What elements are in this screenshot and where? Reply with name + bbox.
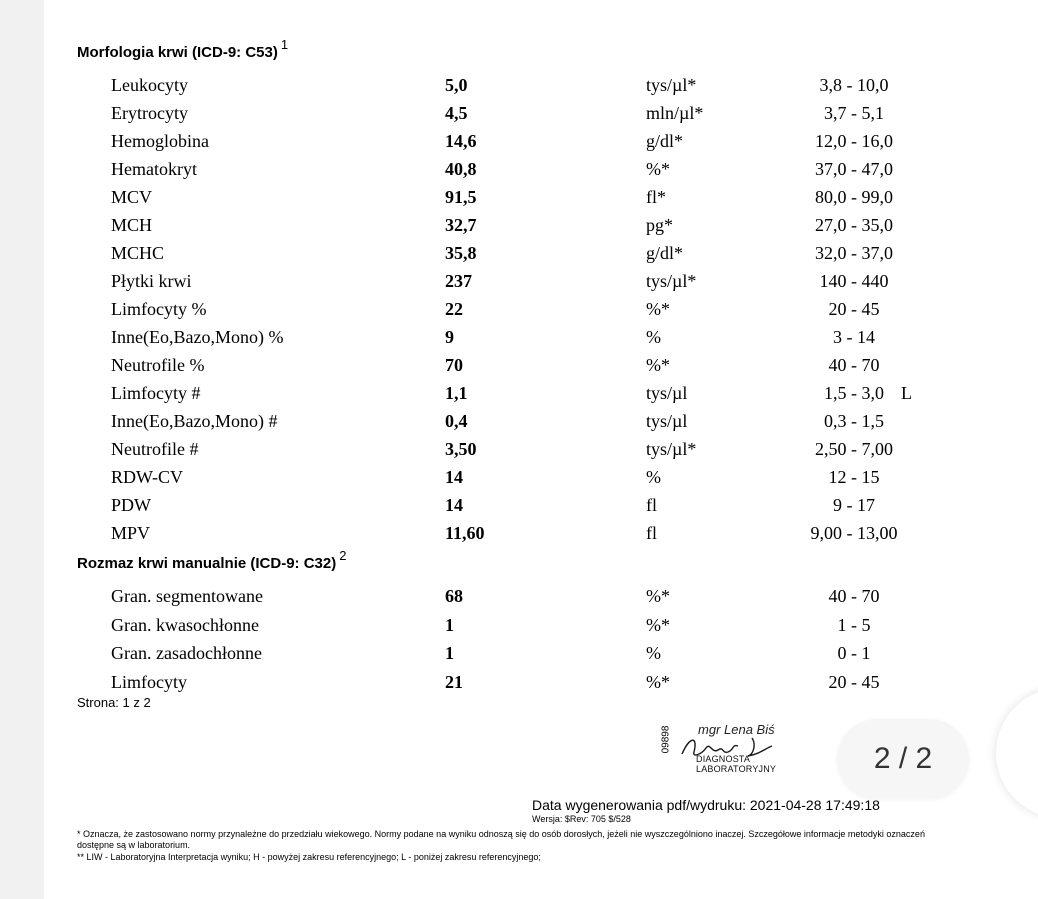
test-name: Hematokryt: [111, 159, 197, 179]
test-value: 14: [445, 495, 463, 515]
test-name: MCV: [111, 187, 153, 207]
section-superscript: 1: [280, 37, 289, 52]
reference-range: 9,00 - 13,00: [810, 523, 898, 543]
footnote-norms-cont: dostępne są w laboratorium.: [77, 840, 191, 850]
test-unit: fl: [646, 523, 657, 543]
reference-range: 0 - 1: [837, 643, 871, 663]
test-unit: %*: [646, 671, 670, 692]
test-name: Neutrofile %: [111, 355, 205, 375]
stamp-title: DIAGNOSTA LABORATORYJNY: [696, 754, 777, 774]
test-name: Limfocyty: [111, 671, 187, 692]
section-superscript: 2: [339, 548, 347, 563]
reference-range: 12,0 - 16,0: [815, 131, 893, 151]
test-unit: tys/µl*: [646, 75, 697, 95]
test-name: Erytrocyty: [111, 103, 188, 123]
table-row: [44, 271, 1038, 299]
table-row: [44, 299, 1038, 327]
version-label: Wersja: $Rev: 705 $/528: [532, 814, 631, 824]
table-row: [44, 187, 1038, 215]
test-unit: %*: [646, 614, 670, 635]
reference-range: 27,0 - 35,0: [815, 215, 893, 235]
test-value: 4,5: [445, 103, 468, 123]
test-value: 14,6: [445, 131, 477, 151]
section-title-morfologia: [77, 39, 288, 61]
reference-range: 80,0 - 99,0: [815, 187, 893, 207]
stamp-name: mgr Lena Biś: [698, 722, 775, 737]
test-value: 3,50: [445, 439, 477, 459]
reference-range: 20 - 45: [828, 671, 880, 692]
reference-range: 1 - 5: [837, 614, 871, 635]
test-value: 11,60: [445, 523, 485, 543]
reference-range: 9 - 17: [833, 495, 875, 515]
reference-range: 3,7 - 5,1: [824, 103, 884, 123]
test-name: Gran. segmentowane: [111, 586, 263, 606]
generation-date: Data wygenerowania pdf/wydruku: 2021-04-28 17:49:18: [532, 797, 880, 813]
table-row: [44, 383, 1038, 411]
section-title-rozmaz: [77, 550, 346, 572]
table-row: [44, 131, 1038, 159]
reference-range: 2,50 - 7,00: [815, 439, 893, 459]
test-value: 21: [445, 671, 463, 692]
test-unit: fl*: [646, 187, 666, 207]
test-unit: %: [646, 467, 661, 487]
reference-range: 0,3 - 1,5: [824, 411, 884, 431]
table-row: [44, 103, 1038, 131]
reference-range: 40 - 70: [828, 586, 880, 606]
test-value: 237: [445, 271, 472, 291]
table-row: [44, 355, 1038, 383]
reference-range: 1,5 - 3,0: [824, 383, 884, 403]
page-counter: 2 / 2: [837, 719, 969, 799]
test-unit: tys/µl: [646, 383, 688, 403]
test-name: Płytki krwi: [111, 271, 192, 291]
test-value: 70: [445, 355, 463, 375]
reference-range: 40 - 70: [828, 355, 880, 375]
test-unit: %: [646, 327, 661, 347]
reference-range: 32,0 - 37,0: [815, 243, 893, 263]
footnote-liw: ** LIW - Laboratoryjna Interpretacja wyniku; H - powyżej zakresu referencyjnego; L - poniżej zakresu referencyjnego;: [77, 852, 541, 862]
footnote-norms: * Oznacza, że zastosowano normy przynależne do przedziału wiekowego. Normy podane na wyniku odnoszą się do osób dorosłych, jeżeli nie wyszczególniono inaczej. Szczegółowe informacje metodyki oznaczeń: [77, 829, 925, 839]
table-row: [44, 523, 1038, 551]
stamp-id: 09898: [660, 725, 672, 754]
reference-range: 12 - 15: [828, 467, 880, 487]
test-value: 91,5: [445, 187, 477, 207]
test-value: 35,8: [445, 243, 477, 263]
table-row: [44, 75, 1038, 103]
test-value: 14: [445, 467, 463, 487]
test-unit: %*: [646, 159, 670, 179]
test-name: RDW-CV: [111, 467, 183, 487]
table-row: [44, 327, 1038, 355]
test-name: Limfocyty #: [111, 383, 201, 403]
test-name: Leukocyty: [111, 75, 188, 95]
test-unit: pg*: [646, 215, 673, 235]
test-name: Hemoglobina: [111, 131, 209, 151]
test-value: 1,1: [445, 383, 468, 403]
table-row: [44, 672, 1038, 700]
test-value: 1: [445, 643, 454, 663]
table-row: [44, 643, 1038, 671]
result-flag: L: [901, 383, 912, 403]
test-unit: %*: [646, 586, 670, 606]
test-unit: fl: [646, 495, 657, 515]
test-name: MCH: [111, 215, 153, 235]
test-unit: g/dl*: [646, 131, 684, 151]
test-name: Limfocyty %: [111, 299, 207, 319]
test-value: 32,7: [445, 215, 477, 235]
test-value: 40,8: [445, 159, 477, 179]
table-row: [44, 439, 1038, 467]
table-row: [44, 467, 1038, 495]
test-unit: tys/µl: [646, 411, 688, 431]
reference-range: 3 - 14: [833, 327, 875, 347]
table-row: [44, 411, 1038, 439]
reference-range: 3,8 - 10,0: [819, 75, 889, 95]
table-row: [44, 586, 1038, 614]
reference-range: 140 - 440: [819, 271, 889, 291]
test-name: PDW: [111, 495, 151, 515]
test-name: Gran. zasadochłonne: [111, 643, 262, 663]
test-unit: %: [646, 643, 661, 663]
section-title-text: Rozmaz krwi manualnie (ICD-9: C32): [77, 555, 337, 572]
page-label: Strona: 1 z 2: [77, 695, 151, 710]
test-unit: %*: [646, 299, 670, 319]
test-name: Inne(Eo,Bazo,Mono) %: [111, 327, 284, 347]
table-row: [44, 159, 1038, 187]
table-row: [44, 615, 1038, 643]
test-unit: g/dl*: [646, 243, 684, 263]
test-name: MPV: [111, 523, 151, 543]
section-title-text: Morfologia krwi (ICD-9: C53): [77, 44, 278, 61]
test-unit: tys/µl*: [646, 271, 697, 291]
test-value: 5,0: [445, 75, 468, 95]
table-row: [44, 243, 1038, 271]
reference-range: 37,0 - 47,0: [815, 159, 893, 179]
test-value: 68: [445, 586, 463, 606]
reference-range: 20 - 45: [828, 299, 880, 319]
doctor-stamp: [652, 720, 802, 774]
test-value: 9: [445, 327, 454, 347]
test-value: 0,4: [445, 411, 468, 431]
test-value: 22: [445, 299, 463, 319]
test-name: MCHC: [111, 243, 165, 263]
test-name: Gran. kwasochłonne: [111, 614, 259, 635]
test-unit: %*: [646, 355, 670, 375]
table-row: [44, 215, 1038, 243]
test-value: 1: [445, 614, 454, 635]
table-row: [44, 495, 1038, 523]
test-unit: tys/µl*: [646, 439, 697, 459]
test-unit: mln/µl*: [646, 103, 704, 123]
test-name: Inne(Eo,Bazo,Mono) #: [111, 411, 278, 431]
test-name: Neutrofile #: [111, 439, 199, 459]
